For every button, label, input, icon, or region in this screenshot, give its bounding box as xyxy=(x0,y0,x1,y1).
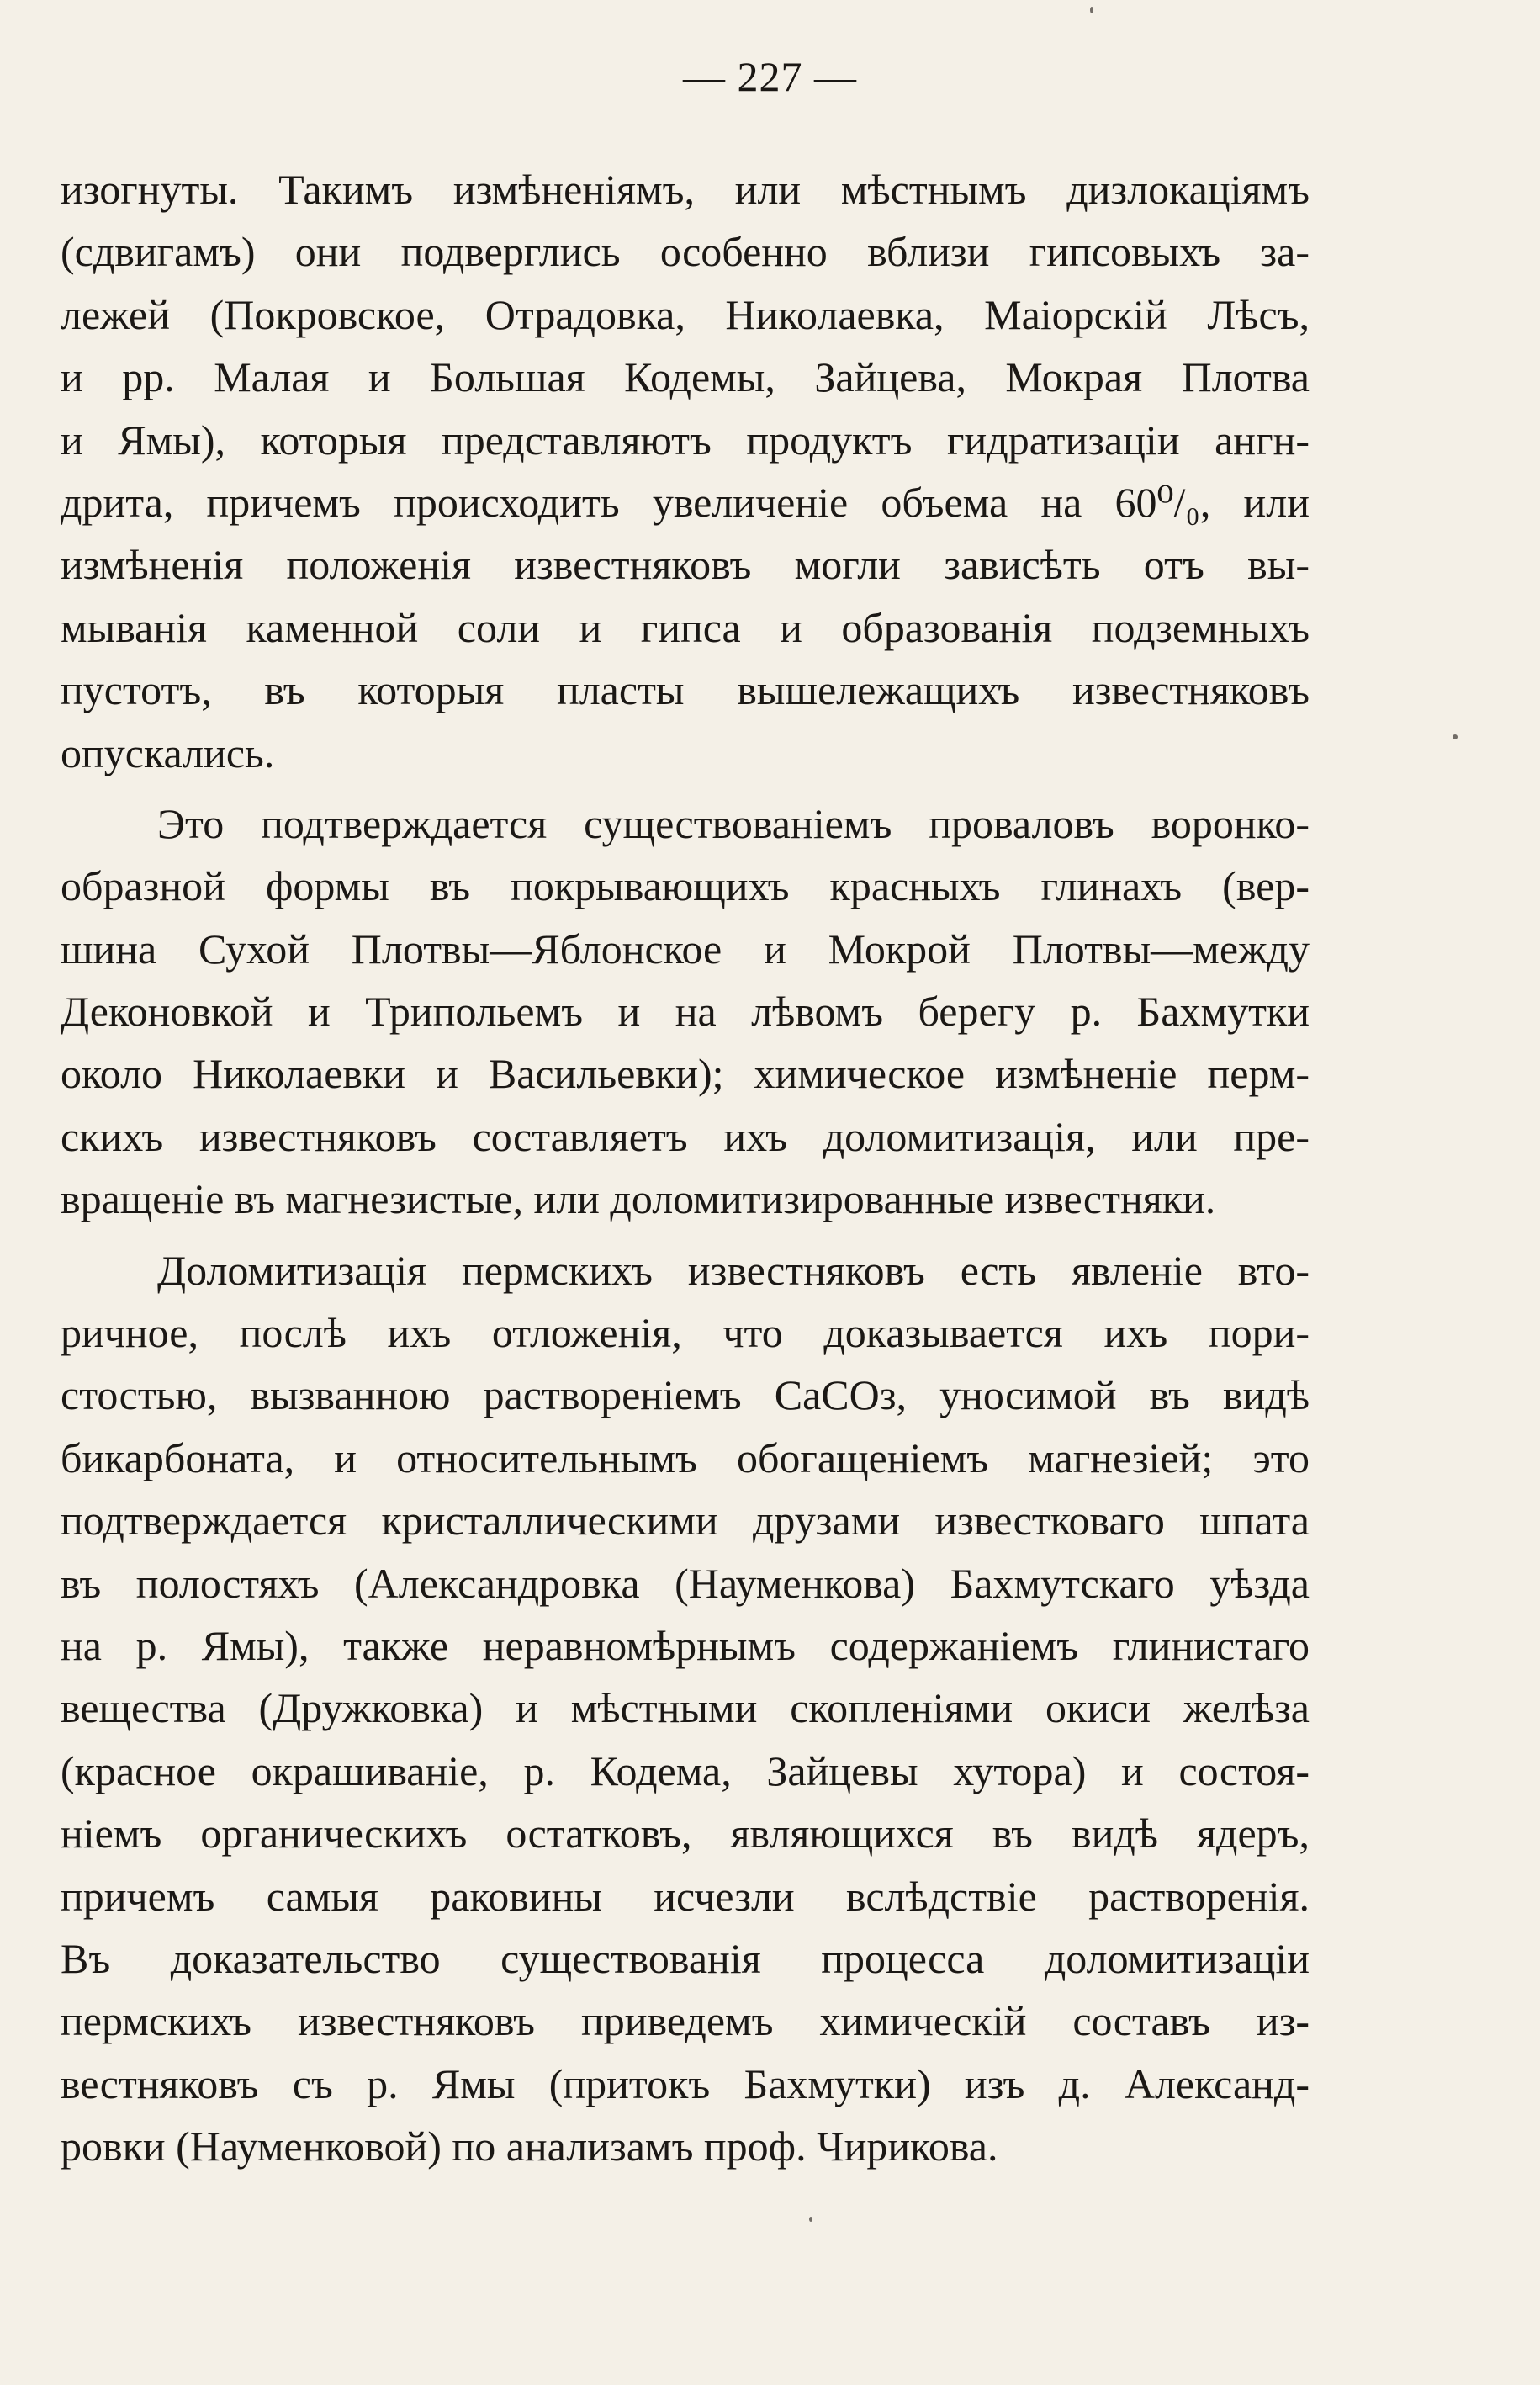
text-line: скихъ известняковъ составляетъ ихъ доломитизація, или пре- xyxy=(61,1112,1310,1160)
text-line: пермскихъ известняковъ приведемъ химическій составъ из- xyxy=(61,1997,1310,2045)
text-line: въ полостяхъ (Александровка (Науменкова) Бахмутскаго уѣзда xyxy=(61,1559,1310,1607)
scan-speck xyxy=(1453,734,1458,739)
text-line: ровки (Науменковой) по анализамъ проф. Чирикова. xyxy=(61,2123,998,2170)
text-line: измѣненія положенія известняковъ могли зависѣть отъ вы- xyxy=(61,541,1310,589)
text-line: пустотъ, въ которыя пласты вышележащихъ известняковъ xyxy=(61,666,1310,714)
text-line: бикарбоната, и относительнымъ обогащеніемъ магнезіей; это xyxy=(61,1434,1310,1481)
paragraph-gap xyxy=(61,1231,1310,1239)
body-text xyxy=(61,158,1310,2178)
text-line: дрита, причемъ происходить увеличеніе объема на 60⁰/₀, или xyxy=(61,478,1310,526)
text-line: опускались. xyxy=(61,729,275,776)
text-line: образной формы въ покрывающихъ красныхъ глинахъ (вер- xyxy=(61,862,1310,910)
paragraph-gap xyxy=(61,784,1310,792)
text-line: (сдвигамъ) они подверглись особенно вблизи гипсовыхъ за- xyxy=(61,228,1310,276)
text-line: ніемъ органическихъ остатковъ, являющихся въ видѣ ядеръ, xyxy=(61,1810,1310,1858)
text-line: вращеніе въ магнезистые, или доломитизированные известняки. xyxy=(61,1175,1216,1223)
text-line: Это подтверждается существованіемъ проваловъ воронко- xyxy=(157,799,1310,847)
text-line: мыванія каменной соли и гипса и образованія подземныхъ xyxy=(61,603,1310,651)
text-line: около Николаевки и Васильевки); химическое измѣненіе перм- xyxy=(61,1050,1310,1098)
text-line: (красное окрашиваніе, р. Кодема, Зайцевы хутора) и состоя- xyxy=(61,1746,1310,1794)
text-line: и Ямы), которыя представляютъ продуктъ гидратизаціи ангн- xyxy=(61,416,1310,464)
text-line: Деконовкой и Трипольемъ и на лѣвомъ берегу р. Бахмутки xyxy=(61,988,1310,1036)
text-line: изогнуты. Такимъ измѣненіямъ, или мѣстнымъ дизлокаціямъ xyxy=(61,166,1310,213)
text-line: Доломитизація пермскихъ известняковъ есть явленіе вто- xyxy=(157,1246,1310,1294)
paragraph-3 xyxy=(61,1239,1310,2178)
text-line: вестняковъ съ р. Ямы (притокъ Бахмутки) изъ д. Александ- xyxy=(61,2059,1310,2107)
text-line: ричное, послѣ ихъ отложенія, что доказывается ихъ пори- xyxy=(61,1309,1310,1357)
scan-speck xyxy=(1090,7,1093,13)
page-number: — 227 — xyxy=(683,53,857,100)
text-line: подтверждается кристаллическими друзами известковаго шпата xyxy=(61,1497,1310,1545)
text-line: на р. Ямы), также неравномѣрнымъ содержаніемъ глинистаго xyxy=(61,1621,1310,1669)
text-line: причемъ самыя раковины исчезли вслѣдствіе растворенія. xyxy=(61,1872,1310,1920)
text-line: и рр. Малая и Большая Кодемы, Зайцева, Мокрая Плотва xyxy=(61,353,1310,401)
paragraph-2 xyxy=(61,792,1310,1231)
paragraph-1 xyxy=(61,158,1310,784)
scan-speck xyxy=(809,2217,812,2222)
text-line: стостью, вызванною раствореніемъ СаСОз, уносимой въ видѣ xyxy=(61,1371,1310,1419)
text-line: лежей (Покровское, Отрадовка, Николаевка, Маіорскій Лѣсъ, xyxy=(61,290,1310,338)
text-line: Въ доказательство существованія процесса доломитизаціи xyxy=(61,1934,1310,1982)
text-line: вещества (Дружковка) и мѣстными скопленіями окиси желѣза xyxy=(61,1684,1310,1732)
text-line: шина Сухой Плотвы—Яблонское и Мокрой Плотвы—между xyxy=(61,925,1310,973)
